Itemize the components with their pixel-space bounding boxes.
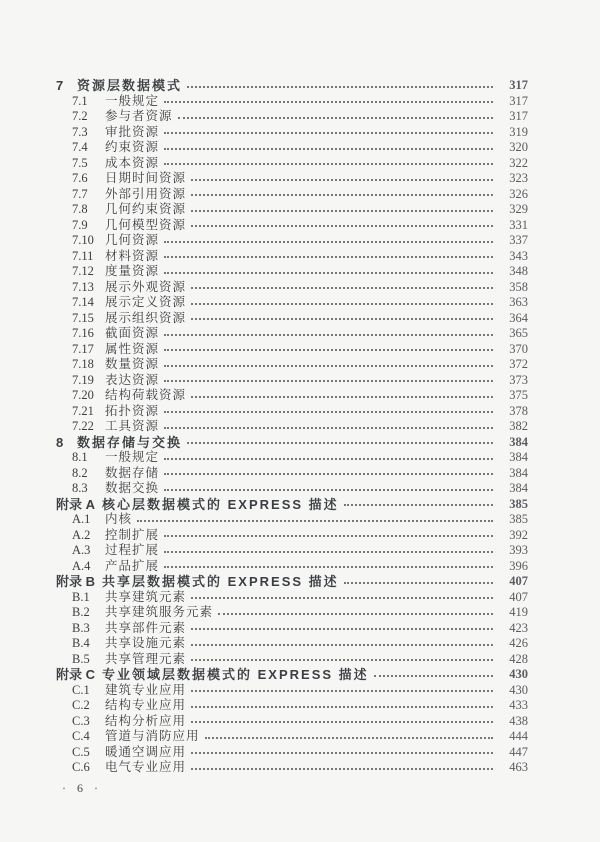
toc-entry-page: 385 — [509, 512, 528, 526]
toc-entry-number: C.1 — [72, 682, 90, 697]
toc-entry-page: 378 — [509, 403, 528, 418]
toc-entry-title: 外部引用资源 — [105, 186, 187, 201]
toc-entry-page: 396 — [509, 558, 528, 573]
toc-entry — [56, 94, 528, 110]
dot-leader-icon — [164, 365, 493, 367]
dot-leader-icon — [344, 582, 493, 584]
toc-entry-page: 385 — [509, 496, 528, 511]
toc-entry-number: 7.8 — [72, 202, 88, 216]
toc-entry-title: 结构专业应用 — [105, 698, 187, 712]
toc-entry-page: 392 — [509, 527, 528, 542]
toc-entry-page: 419 — [509, 605, 528, 619]
toc-entry-title: 电气专业应用 — [105, 760, 187, 774]
toc-entry-page: 384 — [509, 434, 528, 449]
toc-entry-title: 审批资源 — [105, 124, 160, 139]
toc-entry-page: 365 — [509, 326, 528, 340]
toc-entry — [56, 605, 528, 621]
toc-entry — [56, 249, 528, 265]
toc-entry-title: 产品扩展 — [105, 558, 160, 573]
toc-entry-page: 438 — [509, 713, 528, 728]
toc-entry-number: 附录 B — [56, 574, 96, 589]
dot-leader-icon — [205, 737, 493, 739]
toc-entry — [56, 202, 528, 218]
dot-leader-icon — [164, 535, 493, 537]
toc-entry-number: 7.3 — [72, 124, 88, 139]
toc-entry-title: 表达资源 — [105, 372, 160, 387]
dot-leader-icon — [178, 117, 493, 119]
toc-entry-number: C.3 — [72, 713, 90, 728]
toc-entry-number: 7.7 — [72, 186, 88, 201]
toc-entry-number: C.5 — [72, 744, 90, 759]
toc-entry — [56, 683, 528, 699]
toc-entry-title: 参与者资源 — [105, 109, 173, 123]
toc-entry — [56, 187, 528, 203]
dot-leader-icon — [187, 86, 493, 88]
dot-leader-icon — [374, 675, 493, 677]
page-number-footer: · 6 · — [62, 781, 102, 795]
toc-entry — [56, 78, 528, 94]
toc-entry-number: 7.19 — [72, 372, 94, 387]
toc-entry-title: 几何模型资源 — [105, 217, 187, 232]
dot-leader-icon — [164, 272, 493, 274]
toc-entry-number: 7.17 — [72, 341, 94, 356]
dot-leader-icon — [164, 256, 493, 258]
dot-leader-icon — [164, 458, 493, 460]
toc-entry-title: 资源层数据模式 — [77, 78, 183, 93]
dot-leader-icon — [164, 411, 493, 413]
toc-entry-page: 364 — [509, 310, 528, 325]
dot-leader-icon — [164, 473, 493, 475]
toc-entry-number: 8.1 — [72, 450, 88, 464]
toc-entry-title: 展示定义资源 — [105, 295, 187, 309]
toc-entry-title: 控制扩展 — [105, 527, 160, 542]
toc-entry-page: 384 — [509, 481, 528, 495]
toc-entry-title: 核心层数据模式的 EXPRESS 描述 — [102, 496, 339, 512]
dot-leader-icon — [191, 194, 493, 196]
toc-entry-title: 几何资源 — [105, 233, 160, 247]
toc-entry — [56, 171, 528, 187]
toc-entry-page: 444 — [509, 729, 528, 743]
toc-entry — [56, 729, 528, 745]
toc-entry-page: 423 — [509, 620, 528, 635]
dot-leader-icon — [164, 349, 493, 351]
toc-entry-number: B.1 — [72, 589, 90, 604]
toc-entry-number: 7.11 — [72, 248, 94, 263]
toc-entry — [56, 388, 528, 404]
toc-entry-number: 附录 C — [56, 667, 96, 682]
toc-entry-page: 319 — [509, 124, 528, 139]
toc-entry-page: 382 — [509, 419, 528, 433]
toc-entry-number: 7.20 — [72, 388, 94, 402]
toc-entry-number: B.4 — [72, 636, 90, 650]
toc-entry-title: 过程扩展 — [105, 543, 160, 557]
toc-entry — [56, 404, 528, 420]
dot-leader-icon — [191, 396, 493, 398]
dot-leader-icon — [191, 225, 493, 227]
dot-leader-icon — [137, 520, 493, 522]
toc-entry-title: 数据存储 — [105, 465, 160, 480]
toc-entry-page: 329 — [509, 202, 528, 216]
toc-entry-page: 407 — [509, 574, 528, 588]
toc-entry-title: 共享设施元素 — [105, 636, 187, 650]
toc-entry-title: 数量资源 — [105, 357, 160, 371]
toc-entry-number: B.3 — [72, 620, 90, 635]
toc-entry-page: 320 — [509, 140, 528, 154]
dot-leader-icon — [191, 628, 493, 630]
dot-leader-icon — [191, 303, 493, 305]
toc-entry-number: A.3 — [72, 543, 91, 557]
toc-entry-page: 348 — [509, 264, 528, 278]
toc-entry-number: 7 — [56, 78, 64, 93]
toc-entry — [56, 636, 528, 652]
toc-entry — [56, 326, 528, 342]
toc-entry-page: 447 — [509, 744, 528, 759]
toc-entry-page: 428 — [509, 651, 528, 666]
toc-entry-title: 专业领域层数据模式的 EXPRESS 描述 — [102, 667, 369, 682]
dot-leader-icon — [191, 597, 493, 599]
toc-entry — [56, 528, 528, 544]
dot-leader-icon — [164, 334, 493, 336]
toc-entry-page: 384 — [509, 450, 528, 464]
dot-leader-icon — [191, 287, 493, 289]
dot-leader-icon — [191, 644, 493, 646]
toc-entry-title: 共享建筑服务元素 — [105, 605, 214, 619]
toc-entry-number: 7.2 — [72, 109, 88, 123]
toc-entry-number: 8 — [56, 434, 64, 450]
toc-entry-number: 7.4 — [72, 140, 88, 154]
toc-entry — [56, 311, 528, 327]
table-of-contents — [56, 78, 528, 776]
dot-leader-icon — [164, 551, 493, 553]
toc-entry-title: 约束资源 — [105, 140, 160, 154]
toc-entry — [56, 466, 528, 482]
toc-entry-number: 7.18 — [72, 357, 94, 371]
toc-entry-title: 共享管理元素 — [105, 651, 187, 666]
toc-entry-page: 372 — [509, 357, 528, 371]
toc-entry-page: 331 — [509, 217, 528, 232]
toc-entry — [56, 590, 528, 606]
toc-entry-title: 数据存储与交换 — [77, 434, 183, 450]
toc-entry — [56, 559, 528, 575]
toc-entry — [56, 652, 528, 668]
toc-entry-page: 370 — [509, 341, 528, 356]
dot-leader-icon — [191, 768, 493, 770]
toc-entry-number: B.5 — [72, 651, 90, 666]
toc-entry-title: 暖通空调应用 — [105, 744, 187, 759]
toc-entry-page: 363 — [509, 295, 528, 309]
toc-entry-number: C.2 — [72, 698, 90, 712]
dot-leader-icon — [191, 706, 493, 708]
toc-entry — [56, 109, 528, 125]
toc-entry-page: 430 — [509, 682, 528, 697]
toc-entry-title: 共享建筑元素 — [105, 589, 187, 604]
toc-entry — [56, 156, 528, 172]
toc-entry — [56, 295, 528, 311]
toc-entry — [56, 667, 528, 683]
toc-entry-title: 内核 — [105, 512, 133, 526]
toc-entry — [56, 373, 528, 389]
dot-leader-icon — [218, 613, 493, 615]
toc-entry-title: 一般规定 — [105, 93, 160, 108]
toc-entry — [56, 342, 528, 358]
toc-entry — [56, 435, 528, 451]
toc-entry — [56, 481, 528, 497]
toc-entry-number: 7.16 — [72, 326, 94, 340]
dot-leader-icon — [164, 427, 493, 429]
toc-entry-title: 结构荷载资源 — [105, 388, 187, 402]
toc-entry-number: A.1 — [72, 512, 91, 526]
dot-leader-icon — [191, 659, 493, 661]
toc-entry-number: 8.3 — [72, 481, 88, 495]
toc-entry-page: 433 — [509, 698, 528, 712]
toc-entry — [56, 543, 528, 559]
toc-entry-title: 截面资源 — [105, 326, 160, 340]
toc-entry — [56, 714, 528, 730]
toc-entry-number: 7.15 — [72, 310, 94, 325]
toc-entry — [56, 280, 528, 296]
toc-entry-number: 7.5 — [72, 155, 88, 170]
toc-entry-title: 管道与消防应用 — [105, 729, 200, 743]
toc-entry — [56, 419, 528, 435]
dot-leader-icon — [164, 132, 493, 134]
toc-entry-number: A.4 — [72, 558, 91, 573]
toc-entry-page: 375 — [509, 388, 528, 402]
dot-leader-icon — [191, 318, 493, 320]
toc-entry-page: 430 — [509, 667, 528, 681]
toc-entry-title: 成本资源 — [105, 155, 160, 170]
toc-entry-title: 建筑专业应用 — [105, 682, 187, 697]
toc-entry-page: 322 — [509, 155, 528, 170]
toc-entry — [56, 218, 528, 234]
toc-entry — [56, 357, 528, 373]
toc-entry-page: 317 — [509, 109, 528, 123]
dot-leader-icon — [164, 163, 493, 165]
toc-entry-page: 393 — [509, 543, 528, 557]
toc-entry-title: 共享部件元素 — [105, 620, 187, 635]
toc-entry-title: 日期时间资源 — [105, 171, 187, 185]
toc-entry-title: 结构分析应用 — [105, 713, 187, 728]
toc-entry — [56, 125, 528, 141]
toc-entry — [56, 233, 528, 249]
toc-entry-number: 7.21 — [72, 403, 94, 418]
dot-leader-icon — [164, 148, 493, 150]
toc-entry-title: 拓扑资源 — [105, 403, 160, 418]
toc-entry-number: 7.14 — [72, 295, 94, 309]
toc-entry-page: 373 — [509, 372, 528, 387]
dot-leader-icon — [344, 504, 493, 506]
dot-leader-icon — [191, 752, 493, 754]
toc-entry-title: 展示外观资源 — [105, 279, 187, 294]
toc-entry-number: 7.13 — [72, 279, 94, 294]
toc-entry-title: 几何约束资源 — [105, 202, 187, 216]
toc-entry — [56, 512, 528, 528]
toc-entry-page: 326 — [509, 186, 528, 201]
toc-entry — [56, 760, 528, 776]
toc-entry-page: 463 — [509, 760, 528, 774]
dot-leader-icon — [191, 690, 493, 692]
dot-leader-icon — [187, 442, 493, 444]
dot-leader-icon — [164, 101, 493, 103]
toc-entry-number: 7.6 — [72, 171, 88, 185]
dot-leader-icon — [164, 380, 493, 382]
toc-entry-number: 8.2 — [72, 465, 88, 480]
toc-entry-number: C.4 — [72, 729, 90, 743]
dot-leader-icon — [164, 566, 493, 568]
toc-entry-page: 337 — [509, 233, 528, 247]
toc-entry-page: 317 — [509, 93, 528, 108]
toc-entry-page: 426 — [509, 636, 528, 650]
toc-entry — [56, 698, 528, 714]
toc-entry-title: 度量资源 — [105, 264, 160, 278]
dot-leader-icon — [191, 721, 493, 723]
toc-entry-number: 7.9 — [72, 217, 88, 232]
toc-entry-page: 343 — [509, 248, 528, 263]
toc-entry-title: 共享层数据模式的 EXPRESS 描述 — [102, 574, 339, 589]
toc-entry-title: 属性资源 — [105, 341, 160, 356]
toc-entry — [56, 497, 528, 513]
toc-entry — [56, 450, 528, 466]
toc-entry — [56, 264, 528, 280]
toc-entry-number: A.2 — [72, 527, 91, 542]
dot-leader-icon — [191, 179, 493, 181]
toc-entry-number: C.6 — [72, 760, 90, 774]
toc-entry — [56, 621, 528, 637]
toc-entry-number: 7.1 — [72, 93, 88, 108]
toc-entry-title: 展示组织资源 — [105, 310, 187, 325]
toc-entry-number: 7.12 — [72, 264, 94, 278]
toc-entry-page: 317 — [509, 78, 528, 92]
toc-entry-page: 358 — [509, 279, 528, 294]
toc-entry-title: 材料资源 — [105, 248, 160, 263]
toc-entry — [56, 745, 528, 761]
dot-leader-icon — [164, 489, 493, 491]
toc-entry-page: 407 — [509, 589, 528, 604]
toc-entry — [56, 140, 528, 156]
toc-entry-number: B.2 — [72, 605, 90, 619]
toc-entry-number: 7.22 — [72, 419, 94, 433]
dot-leader-icon — [164, 241, 493, 243]
toc-entry-page: 323 — [509, 171, 528, 185]
toc-entry-title: 一般规定 — [105, 450, 160, 464]
toc-entry-number: 附录 A — [56, 496, 96, 512]
dot-leader-icon — [191, 210, 493, 212]
toc-entry-page: 384 — [509, 465, 528, 480]
toc-entry-number: 7.10 — [72, 233, 94, 247]
toc-entry — [56, 574, 528, 590]
toc-entry-title: 工具资源 — [105, 419, 160, 433]
toc-entry-title: 数据交换 — [105, 481, 160, 495]
